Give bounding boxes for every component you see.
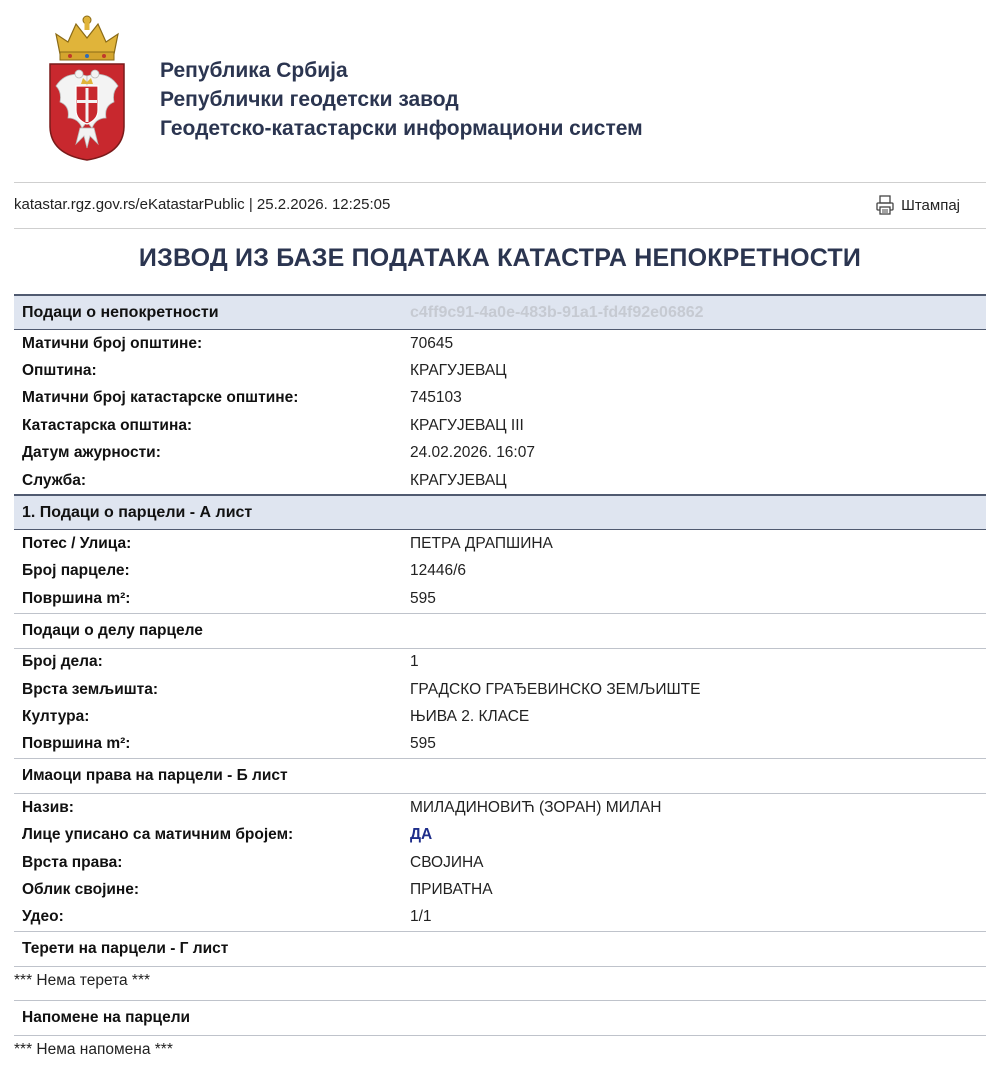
serbia-coat-of-arms-icon [46, 14, 128, 162]
parcel-part-rows [14, 649, 986, 759]
table-row [14, 585, 986, 612]
section-parcel-header [14, 494, 986, 530]
row-label: Удео: [22, 908, 64, 926]
table-row [14, 558, 986, 585]
subsection-notes: Напомене на парцели [14, 1000, 986, 1036]
row-label: Површина m²: [22, 589, 131, 607]
owner-rows [14, 794, 986, 931]
table-row [14, 676, 986, 703]
row-value: ДА [410, 826, 433, 844]
table-row [14, 440, 986, 467]
row-value: СВОЈИНА [410, 853, 484, 871]
row-value: 70645 [410, 334, 454, 352]
header-country: Република Србија [160, 59, 348, 82]
row-label: Назив: [22, 798, 74, 816]
meta-divider [14, 228, 986, 229]
header-divider [14, 182, 986, 183]
document-title: ИЗВОД ИЗ БАЗЕ ПОДАТАКА КАТАСТРА НЕПОКРЕТНОСТИ [138, 244, 862, 272]
table-row [14, 330, 986, 357]
header-system: Геодетско-катастарски информациони систем [160, 117, 643, 140]
row-value: 12446/6 [410, 562, 467, 580]
row-value: 1/1 [410, 908, 432, 926]
table-row [14, 467, 986, 494]
burdens-note: *** Нема терета *** [14, 971, 151, 989]
section-property-label: Подаци о непокретности [22, 303, 219, 321]
table-row [14, 385, 986, 412]
table-row [14, 904, 986, 931]
subsection-owners: Имаоци права на парцели - Б лист [14, 758, 986, 794]
subsection-burdens: Терети на парцели - Г лист [14, 931, 986, 967]
row-label: Врста земљишта: [22, 680, 159, 698]
row-value: 24.02.2026. 16:07 [410, 444, 535, 462]
row-value: ЊИВА 2. КЛАСЕ [410, 707, 530, 725]
row-value: МИЛАДИНОВИЋ (ЗОРАН) МИЛАН [410, 798, 662, 816]
property-id: c4ff9c91-4a0e-483b-91a1-fd4f92e06862 [410, 303, 704, 321]
print-button[interactable] [876, 195, 960, 215]
subsection-parcel-part: Подаци о делу парцеле [14, 613, 986, 649]
row-label: Служба: [22, 471, 86, 489]
row-label: Лице уписано са матичним бројем: [22, 826, 294, 844]
row-value: КРАГУЈЕВАЦ [410, 362, 507, 380]
table-row [14, 794, 986, 821]
print-label: Штампај [901, 196, 960, 214]
row-value: ГРАДСКО ГРАЂЕВИНСКО ЗЕМЉИШТЕ [410, 680, 701, 698]
row-value: ПРИВАТНА [410, 880, 493, 898]
row-label: Култура: [22, 707, 90, 725]
row-label: Врста права: [22, 853, 123, 871]
row-label: Матични број општине: [22, 334, 203, 352]
row-value: КРАГУЈЕВАЦ III [410, 416, 524, 434]
row-label: Потес / Улица: [22, 535, 132, 553]
row-value: 595 [410, 589, 436, 607]
row-label: Површина m²: [22, 735, 131, 753]
printer-icon [876, 195, 894, 215]
row-label: Катастарска општина: [22, 416, 193, 434]
table-row [14, 876, 986, 903]
row-label: Број дела: [22, 653, 103, 671]
row-label: Број парцеле: [22, 562, 130, 580]
section-parcel-label: 1. Подаци о парцели - А лист [22, 503, 253, 521]
row-value: 745103 [410, 389, 462, 407]
header-institution: Републички геодетски завод [160, 88, 459, 111]
table-row [14, 412, 986, 439]
row-label: Матични број катастарске општине: [22, 389, 299, 407]
extract-table [14, 294, 986, 1063]
url-timestamp: katastar.rgz.gov.rs/eKatastarPublic | 25.2.2026. 12:25:05 [14, 196, 391, 213]
row-label: Општина: [22, 362, 97, 380]
table-row [14, 649, 986, 676]
property-rows [14, 330, 986, 494]
table-row [14, 849, 986, 876]
page-header [0, 0, 1000, 180]
row-value: 1 [410, 653, 419, 671]
row-label: Облик својине: [22, 880, 140, 898]
section-property-header [14, 294, 986, 330]
row-label: Датум ажурности: [22, 444, 161, 462]
parcel-rows [14, 530, 986, 612]
table-row [14, 731, 986, 758]
table-row [14, 821, 986, 848]
notes-note: *** Нема напомена *** [14, 1040, 173, 1058]
table-row [14, 530, 986, 557]
row-value: ПЕТРА ДРАПШИНА [410, 535, 553, 553]
row-value: КРАГУЈЕВАЦ [410, 471, 507, 489]
row-value: 595 [410, 735, 436, 753]
table-row [14, 703, 986, 730]
table-row [14, 357, 986, 384]
